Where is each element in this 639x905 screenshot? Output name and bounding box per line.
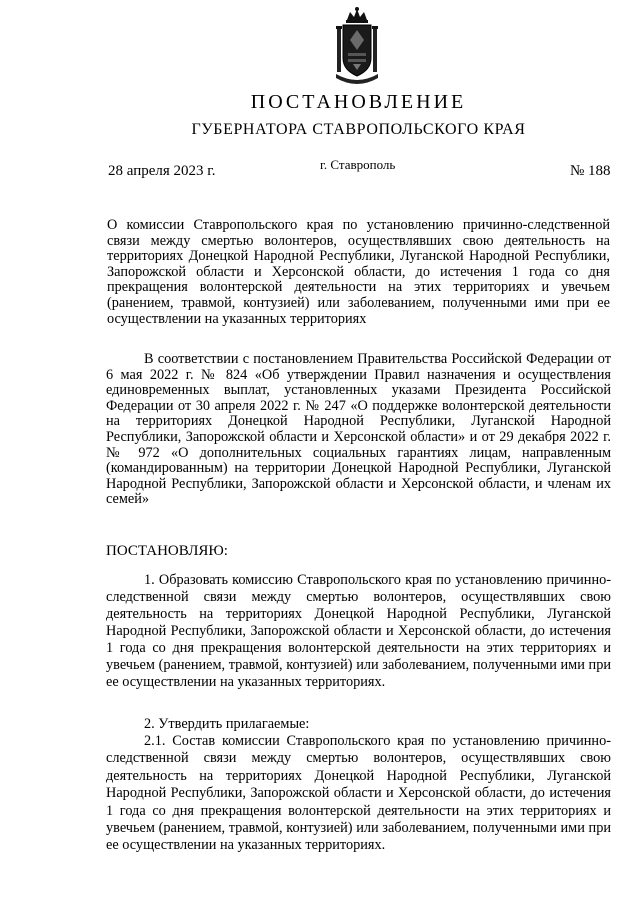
document-number: № 188 [570,163,611,179]
clause-2-1: 2.1. Состав комиссии Ставропольского края по установлению причинно-следственной связи между смертью волонтеров, осуществлявших свою деятельность на территориях Донецкой Народной Республики, Луганской Народной Республики, Запорожской области и Херсонской области, до истечения 1 года со дня прекращения волонтерской деятельности на этих территориях и увечьем (ранением, травмой, контузией) или заболеванием, полученными ими при ее осуществлении на указанных территориях. [106,733,611,854]
decree-heading: ПОСТАНОВЛЯЮ: [106,543,228,559]
document-city: г. Ставрополь [320,157,396,172]
document-date: 28 апреля 2023 г. [108,163,216,179]
clause-2: 2. Утвердить прилагаемые: [144,716,310,732]
coat-of-arms-icon [334,6,380,84]
preamble-paragraph: В соответствии с постановлением Правительства Российской Федерации от 6 мая 2022 г. № 824 «Об утверждении Правил назначения и осуществления единовременных выплат, установленных указами Президента Российской Федерации от 30 апреля 2022 г. № 247 «О поддержке волонтерской деятельности на территориях Донецкой Народной Республики, Луганской Народной Республики, Запорожской области и Херсонской области» и от 29 декабря 2022 г. № 972 «О дополнительных социальных гарантиях лицам, направленным (командированным) на территории Донецкой Народной Республики, Луганской Народной Республики, Запорожской области и Херсонской области, и членам их семей» [106,351,611,508]
clause-1: 1. Образовать комиссию Ставропольского края по установлению причинно-следственной связи между смертью волонтеров, осуществлявших свою деятельность на территориях Донецкой Народной Республики, Луганской Народной Республики, Запорожской области и Херсонской области, до истечения 1 года со дня прекращения волонтерской деятельности на этих территориях и увечьем (ранением, травмой, контузией) или заболеванием, полученными ими при ее осуществлении на указанных территориях. [106,572,611,690]
document-title: ПОСТАНОВЛЕНИЕ [250,91,467,113]
document-topic: О комиссии Ставропольского края по установлению причинно-следственной связи между смертью волонтеров, осуществлявших свою деятельность на территориях Донецкой Народной Республики, Луганской Народной Республики, Запорожской области и Херсонской области, до истечения 1 года со дня прекращения волонтерской деятельности на этих территориях и увечьем (ранением, травмой, контузией) или заболеванием, полученными ими при ее осуществлении на указанных территориях [107,217,610,327]
document-issuer: ГУБЕРНАТОРА СТАВРОПОЛЬСКОГО КРАЯ [191,121,526,138]
